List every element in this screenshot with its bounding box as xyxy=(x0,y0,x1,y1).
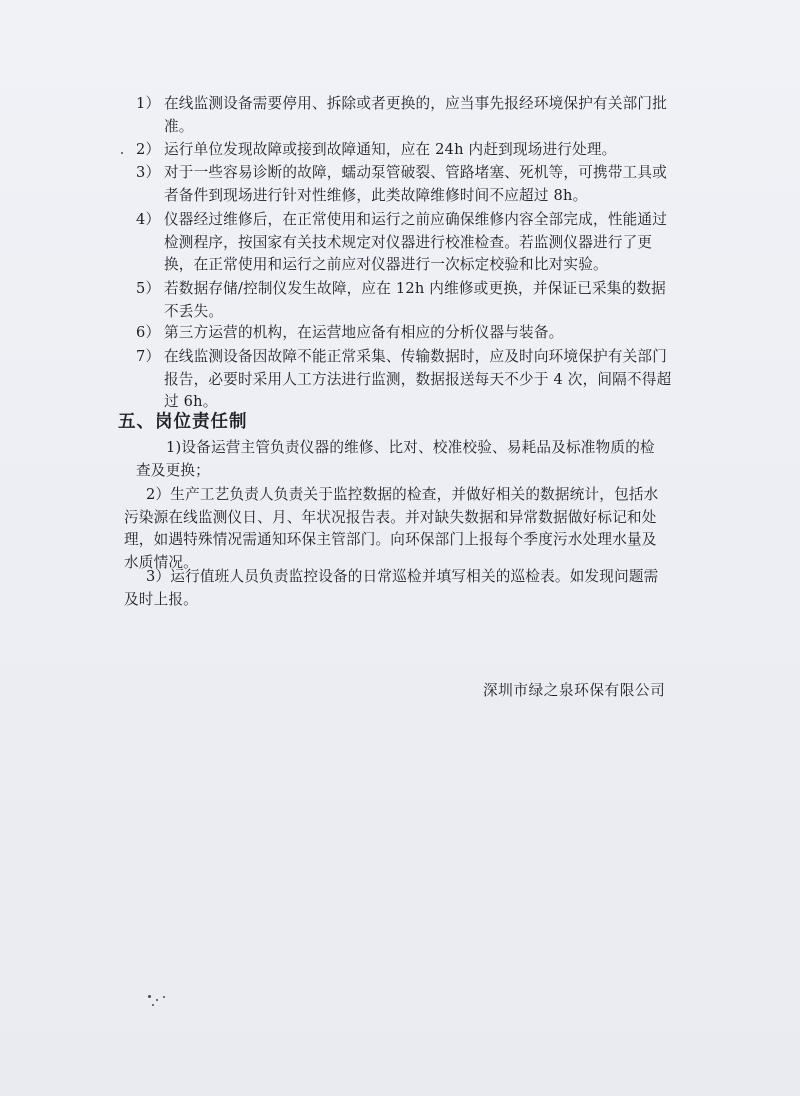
list-item xyxy=(136,209,676,277)
scan-speck xyxy=(121,152,123,154)
duty-paragraph: 2）生产工艺负责人负责关于监控数据的检查，并做好相关的数据统计，包括水污染源在线监测仪日、月、年状况报告表。并对缺失数据和异常数据做好标记和处理，如遇特殊情况需通知环保主管部门。向环保部门上报每个季度污水处理水量及水质情况。 xyxy=(124,486,659,571)
scan-speck xyxy=(163,996,165,998)
list-item-number: 2） xyxy=(136,141,161,158)
list-item-text: 第三方运营的机构，在运营地应备有相应的分析仪器与装备。 xyxy=(164,324,564,341)
list-item-number: 6） xyxy=(136,324,161,341)
company-signature: 深圳市绿之泉环保有限公司 xyxy=(483,682,666,699)
scan-speck xyxy=(152,1004,154,1006)
duty-paragraph: 1)设备运营主管负责仪器的维修、比对、校准校验、易耗品及标准物质的检查及更换； xyxy=(136,439,655,479)
list-item xyxy=(136,322,676,345)
list-item xyxy=(136,278,676,323)
list-item-number: 5） xyxy=(136,280,161,297)
list-item-number: 1） xyxy=(136,95,161,112)
list-item-text: 在线监测设备因故障不能正常采集、传输数据时，应及时向环境保护有关部门报告，必要时采用人工方法进行监测，数据报送每天不少于 4 次，间隔不得超过 6h。 xyxy=(164,348,672,410)
list-item-number: 4） xyxy=(136,211,161,228)
scan-speck xyxy=(148,995,151,998)
scan-speck xyxy=(156,999,158,1001)
list-item-text: 运行单位发现故障或接到故障通知，应在 24h 内赶到现场进行处理。 xyxy=(164,141,617,158)
list-item xyxy=(136,346,676,414)
list-item-text: 若数据存储/控制仪发生故障，应在 12h 内维修或更换，并保证已采集的数据不丢失。 xyxy=(164,280,666,320)
list-item-number: 3） xyxy=(136,164,161,181)
list-item-text: 仪器经过维修后，在正常使用和运行之前应确保维修内容全部完成，性能通过检测程序，按国家有关技术规定对仪器进行校准检查。若监测仪器进行了更换，在正常使用和运行之前应对仪器进行一次标定校验和比对实验。 xyxy=(164,211,667,273)
section-heading: 五、岗位责任制 xyxy=(118,412,248,432)
list-item-number: 7） xyxy=(136,348,161,365)
list-item-text: 对于一些容易诊断的故障，蠕动泵管破裂、管路堵塞、死机等，可携带工具或者备件到现场进行针对性维修，此类故障维修时间不应超过 8h。 xyxy=(164,164,667,204)
list-item xyxy=(136,93,676,138)
list-item xyxy=(136,139,676,162)
duty-paragraph: 3）运行值班人员负责监控设备的日常巡检并填写相关的巡检表。如发现问题需及时上报。 xyxy=(124,568,659,608)
list-item-text: 在线监测设备需要停用、拆除或者更换的，应当事先报经环境保护有关部门批准。 xyxy=(164,95,667,135)
list-item xyxy=(136,162,676,207)
